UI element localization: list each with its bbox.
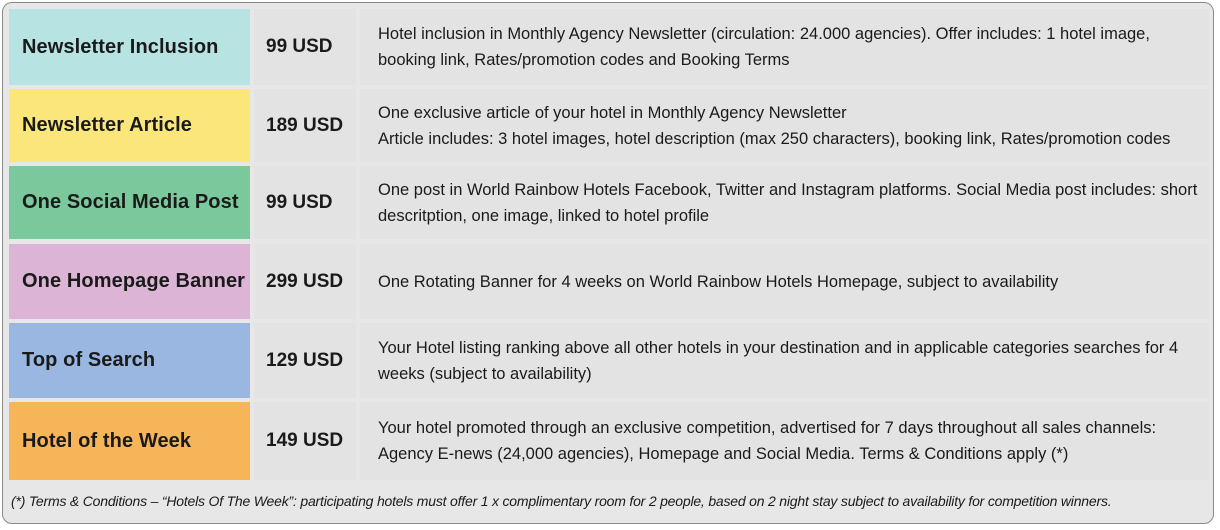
row-description: Hotel inclusion in Monthly Agency Newsletter (circulation: 24.000 agencies). Offer includes: 1 hotel image, booking link, Rates/promotion codes and Booking Terms [360, 9, 1209, 85]
row-name: Newsletter Inclusion [9, 9, 250, 85]
row-description: One exclusive article of your hotel in Monthly Agency Newsletter Article includes: 3 hotel images, hotel description (max 250 characters), booking link, Rates/promotion codes [360, 89, 1209, 162]
row-price: 299 USD [254, 244, 356, 319]
row-description: One post in World Rainbow Hotels Facebook, Twitter and Instagram platforms. Social Media post includes: short descritption, one image, linked to hotel profile [360, 166, 1209, 239]
row-description: One Rotating Banner for 4 weeks on World Rainbow Hotels Homepage, subject to availability [360, 244, 1209, 319]
row-name: One Social Media Post [9, 166, 250, 239]
row-name: Newsletter Article [9, 89, 250, 162]
terms-footnote: (*) Terms & Conditions – “Hotels Of The Week”: participating hotels must offer 1 x complimentary room for 2 people, based on 2 night stay subject to availability for competition winners. [11, 493, 1112, 509]
row-description: Your Hotel listing ranking above all other hotels in your destination and in applicable categories searches for 4 weeks (subject to availability) [360, 323, 1209, 398]
row-price: 149 USD [254, 402, 356, 480]
row-name: One Homepage Banner [9, 244, 250, 319]
row-description: Your hotel promoted through an exclusive competition, advertised for 7 days throughout all sales channels: Agency E-news (24,000 agencies), Homepage and Social Media. Terms & Conditions apply (*) [360, 402, 1209, 480]
row-price: 99 USD [254, 166, 356, 239]
pricing-table [2, 2, 1214, 524]
table-row [9, 166, 1209, 239]
table-row [9, 9, 1209, 85]
table-row [9, 323, 1209, 398]
table-row [9, 244, 1209, 319]
row-price: 129 USD [254, 323, 356, 398]
row-price: 189 USD [254, 89, 356, 162]
table-row [9, 402, 1209, 480]
row-name: Hotel of the Week [9, 402, 250, 480]
table-row [9, 89, 1209, 162]
row-name: Top of Search [9, 323, 250, 398]
row-price: 99 USD [254, 9, 356, 85]
